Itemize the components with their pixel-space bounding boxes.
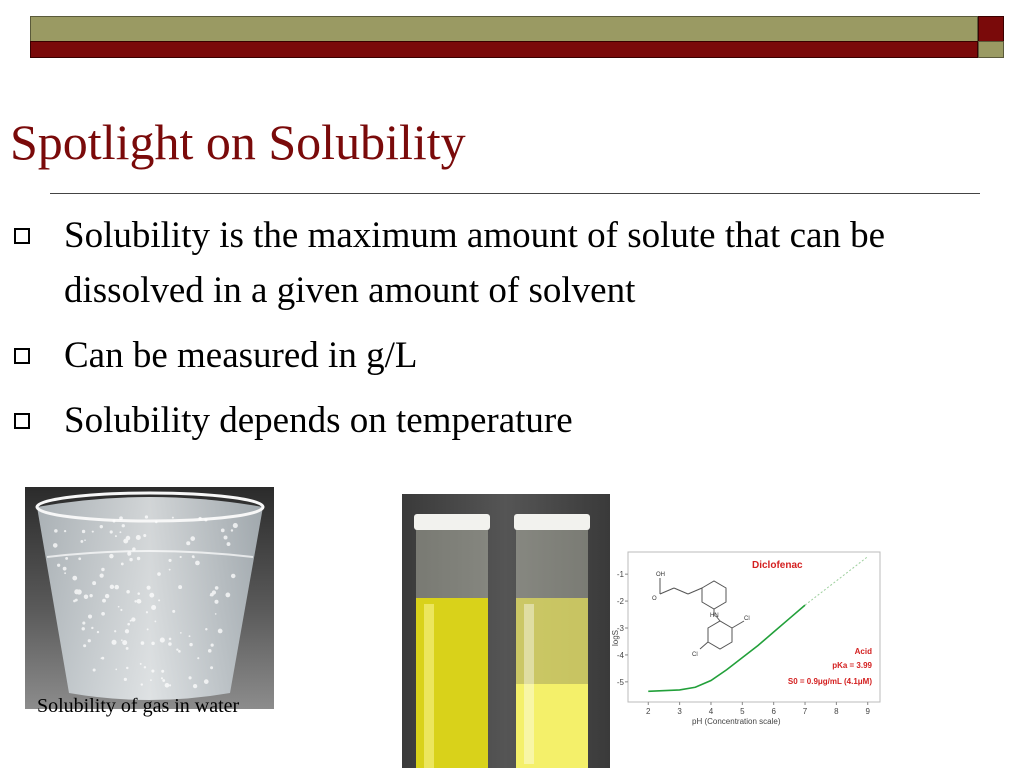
bubble <box>126 667 128 669</box>
bubble <box>125 629 129 633</box>
bubble <box>53 543 58 548</box>
bubble <box>172 610 175 613</box>
bubble <box>211 644 214 647</box>
bubble <box>57 564 60 567</box>
bubble <box>82 627 85 630</box>
y-tick-label: -5 <box>616 677 624 687</box>
bubble <box>100 574 104 578</box>
bubble <box>160 638 165 643</box>
bubble <box>149 593 154 598</box>
bubble <box>122 640 127 645</box>
bubble <box>214 600 218 604</box>
bubble <box>101 612 105 616</box>
bubble <box>155 521 158 524</box>
x-tick-label: 2 <box>646 707 651 716</box>
bubble <box>180 556 182 558</box>
bubble <box>89 594 92 597</box>
bubble <box>131 617 135 621</box>
x-tick-label: 6 <box>771 707 776 716</box>
bubble <box>65 557 68 560</box>
bubble <box>144 666 146 668</box>
bubble <box>118 606 120 608</box>
bubble <box>169 638 172 641</box>
pka-label: pKa = 3.99 <box>832 661 872 670</box>
bubble <box>172 517 174 519</box>
bubble <box>64 572 66 574</box>
bubble <box>78 557 81 560</box>
bubble <box>121 639 123 641</box>
bubble <box>178 650 181 653</box>
x-tick-label: 3 <box>677 707 682 716</box>
bubble <box>231 529 233 531</box>
bubble <box>176 648 178 650</box>
bubble <box>168 642 172 646</box>
bubble <box>124 678 127 681</box>
bubble <box>189 635 191 637</box>
bubble <box>114 630 116 632</box>
bubble <box>88 614 92 618</box>
bubble <box>120 609 122 611</box>
bullet-item <box>14 208 894 318</box>
bubble <box>138 600 142 604</box>
bubble <box>151 642 154 645</box>
y-tick-label: -3 <box>616 624 624 633</box>
s0-label: S0 = 0.9μg/mL (4.1μM) <box>787 677 872 686</box>
bubble <box>91 627 93 629</box>
molecule-label: Cl <box>692 652 698 658</box>
x-tick-label: 4 <box>708 707 714 716</box>
bubble <box>127 623 130 626</box>
bubble <box>128 554 130 556</box>
solubility-chart <box>612 548 882 726</box>
bubble <box>195 561 200 566</box>
x-tick-label: 8 <box>834 707 839 716</box>
bubble <box>231 574 236 579</box>
square-bullet-icon <box>14 228 30 244</box>
bubble <box>121 563 124 566</box>
bubble <box>92 531 94 533</box>
bubble <box>141 641 145 645</box>
bubble <box>109 554 113 558</box>
y-tick-label: -4 <box>616 650 624 660</box>
bubble <box>189 643 192 646</box>
bullet-text: Solubility depends on temperature <box>64 400 573 441</box>
bubble <box>88 639 91 642</box>
bubble <box>204 679 209 684</box>
bullet-text: Can be measured in g/L <box>64 335 418 376</box>
bubble <box>224 535 228 539</box>
bubble <box>132 547 136 551</box>
bubble <box>74 589 79 594</box>
bubble <box>141 683 143 685</box>
bubble <box>110 530 113 533</box>
bubble <box>137 592 140 595</box>
bubble <box>147 586 151 590</box>
bubble <box>119 516 123 520</box>
acid-label: Acid <box>854 647 872 656</box>
square-bullet-icon <box>14 348 30 364</box>
bubble <box>165 683 170 688</box>
bubble <box>115 669 117 671</box>
bubble <box>157 572 161 576</box>
x-tick-label: 7 <box>802 707 808 716</box>
chart-svg <box>612 548 882 726</box>
bubble <box>82 530 85 533</box>
molecule-label: HN <box>710 613 719 619</box>
bubble <box>136 535 141 540</box>
bubble <box>97 631 99 633</box>
y-tick-label: -2 <box>616 597 624 607</box>
bubble <box>123 539 128 544</box>
bubble <box>75 599 78 602</box>
bubble <box>169 569 171 571</box>
bubble <box>113 520 116 523</box>
bubble <box>114 585 119 590</box>
bubble <box>186 541 190 545</box>
bubble <box>225 593 230 598</box>
bubble <box>115 535 117 537</box>
glass-illustration <box>25 487 274 709</box>
bubble <box>84 539 86 541</box>
bubble <box>105 594 109 598</box>
bubble <box>80 540 83 543</box>
bubble <box>210 594 212 596</box>
bubble <box>84 595 88 599</box>
bubble <box>218 629 223 634</box>
bubble <box>122 524 125 527</box>
bubble <box>83 644 86 647</box>
bubble <box>126 590 130 594</box>
bullet-item <box>14 393 894 448</box>
bubble <box>233 523 238 528</box>
bubble <box>210 666 213 669</box>
bubble <box>112 640 117 645</box>
y-tick-label: -1 <box>616 570 624 580</box>
header-red-bar <box>30 41 978 58</box>
bubble <box>162 679 165 682</box>
x-tick-label: 5 <box>740 707 745 716</box>
bubble <box>215 586 219 590</box>
glass-photo-caption: Solubility of gas in water <box>37 695 240 717</box>
bubble <box>221 528 225 532</box>
title-divider <box>50 193 980 194</box>
bullet-list <box>14 208 894 458</box>
molecule-label: Cl <box>744 616 750 622</box>
slide-title: Spotlight on Solubility <box>10 114 466 170</box>
bubble <box>119 531 121 533</box>
header-olive-square <box>978 41 1004 58</box>
bubble <box>110 585 114 589</box>
bubble <box>100 525 103 528</box>
bubble <box>204 518 207 521</box>
bubble <box>145 515 148 518</box>
bubble <box>54 529 58 533</box>
bubble <box>140 663 142 665</box>
y-axis-label: logS <box>611 629 620 646</box>
bubble <box>161 677 163 679</box>
bubble <box>193 684 197 688</box>
bubble <box>161 670 164 673</box>
glass-of-water-photo <box>25 487 274 709</box>
bubble <box>63 567 67 571</box>
bubble <box>154 621 156 623</box>
bubble <box>227 542 231 546</box>
molecule-label: O <box>652 596 657 602</box>
bubble <box>147 628 149 630</box>
bubble <box>72 576 77 581</box>
bubble <box>137 557 140 560</box>
bubble <box>151 669 154 672</box>
test-tubes-photo <box>402 494 610 768</box>
bubble <box>208 649 212 653</box>
bullet-item <box>14 328 894 383</box>
bubble <box>102 599 106 603</box>
square-bullet-icon <box>14 413 30 429</box>
bubble <box>101 568 104 571</box>
molecule-label: OH <box>656 572 665 578</box>
bubble <box>169 684 171 686</box>
bubble <box>126 647 129 650</box>
bubble <box>146 611 148 613</box>
bubble <box>190 536 195 541</box>
bubble <box>158 599 160 601</box>
bubble <box>178 585 182 589</box>
x-axis-label: pH (Concentration scale) <box>692 717 781 726</box>
bubble <box>82 622 85 625</box>
bubble <box>134 600 136 602</box>
bubble <box>198 517 201 520</box>
header-olive-bar <box>30 16 978 42</box>
bubble <box>92 581 96 585</box>
chart-title: Diclofenac <box>752 560 803 571</box>
bubble <box>151 605 156 610</box>
bubble <box>192 555 195 558</box>
bubble <box>180 632 182 634</box>
bubble <box>93 669 96 672</box>
header-red-square <box>978 16 1004 42</box>
bubble <box>212 590 216 594</box>
bubble <box>64 530 66 532</box>
bubble <box>150 679 152 681</box>
x-tick-label: 9 <box>865 707 870 716</box>
bubble <box>101 657 104 660</box>
bubble <box>168 559 171 562</box>
bubble <box>197 657 199 659</box>
bubble <box>189 676 192 679</box>
bubble <box>143 534 146 537</box>
test-tubes-illustration <box>402 494 610 768</box>
bubble <box>205 628 207 630</box>
bubble <box>130 620 132 622</box>
bullet-text: Solubility is the maximum amount of solute that can be dissolved in a given amount of solvent <box>64 215 886 311</box>
bubble <box>129 558 132 561</box>
bubble <box>215 613 217 615</box>
